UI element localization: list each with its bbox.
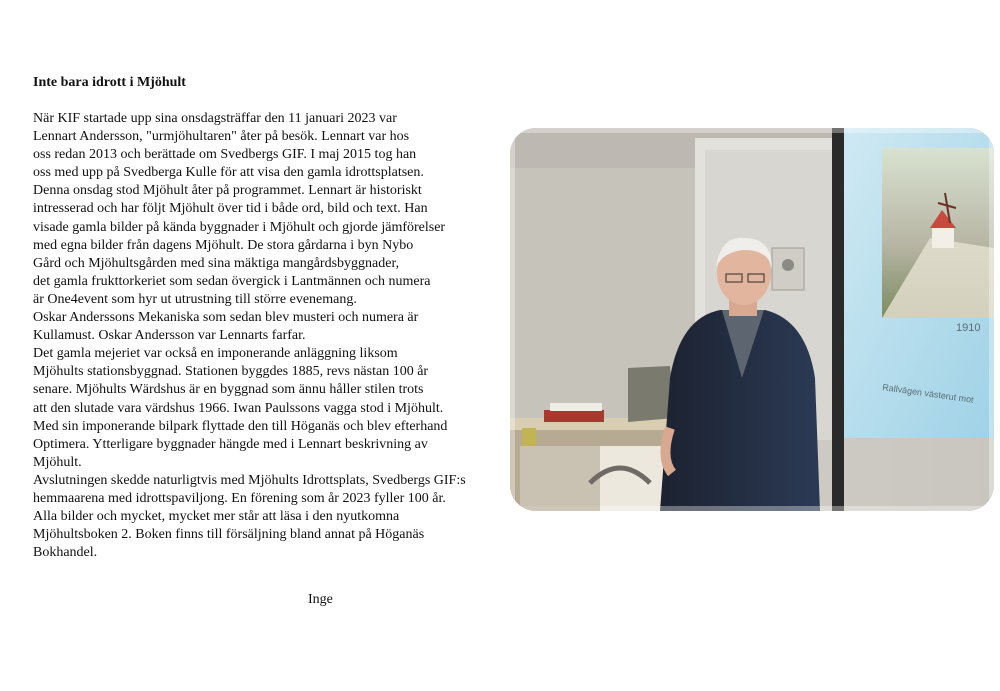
body-line: När KIF startade upp sina onsdagsträffar den 11 januari 2023 var	[33, 111, 397, 126]
body-line: Optimera. Ytterligare byggnader hängde med i Lennart beskrivning av	[33, 436, 428, 452]
slide-year: 1910	[956, 322, 981, 334]
body-line: Avslutningen skedde naturligtvis med Mjöhults Idrottsplats, Svedbergs GIF:s	[33, 472, 466, 488]
body-line: oss med upp på Svedberga Kulle för att visa den gamla idrottsplatsen.	[33, 165, 424, 181]
body-line: Oskar Anderssons Mekaniska som sedan blev musteri och numera är	[33, 310, 419, 326]
article-title: Inte bara idrott i Mjöhult	[33, 75, 186, 90]
body-line: Bokhandel.	[33, 545, 98, 561]
chair	[520, 446, 670, 511]
article-body	[33, 110, 513, 562]
body-line: oss redan 2013 och berättade om Svedbergs GIF. I maj 2015 tog han	[33, 147, 417, 163]
body-line: är One4event som hyr ut utrustning till större evenemang.	[33, 291, 357, 307]
body-line: det gamla frukttorkeriet som sedan övergick i Lantmännen och numera	[33, 273, 431, 289]
projection-screen	[844, 128, 994, 438]
body-line: senare. Mjöhults Wärdshus är en byggnad som ännu håller stilen trots	[33, 382, 424, 398]
body-line: visade gamla bilder på kända byggnader i Mjöhult och gjorde jämförelser	[33, 219, 446, 235]
body-line: Mjöhultsboken 2. Boken finns till försäljning bland annat på Höganäs	[33, 527, 425, 543]
body-line: hemmaarena med idrottspaviljong. En förening som år 2023 fyller 100 år.	[33, 490, 446, 506]
body-line: Lennart Andersson, "urmjöhultaren" åter på besök. Lennart var hos	[33, 129, 410, 145]
body-line: Denna onsdag stod Mjöhult åter på programmet. Lennart är historiskt	[33, 183, 422, 199]
body-line: Kullamust. Oskar Andersson var Lennarts farfar.	[33, 328, 306, 344]
slide-caption: Rallvägen västerut mot	[881, 382, 975, 405]
body-line: Gård och Mjöhultsgården med sina mäktiga mangårdsbyggnader,	[33, 255, 400, 271]
body-line: intresserad och har följt Mjöhult över tid i både ord, bild och text. Han	[33, 201, 428, 217]
body-line: Med sin imponerande bilpark flyttade den till Höganäs och blev efterhand	[33, 418, 448, 434]
body-line: att den slutade vara värdshus 1966. Iwan Paulssons vagga stod i Mjöhult.	[33, 400, 444, 416]
body-line: Mjöhults stationsbyggnad. Stationen byggdes 1885, revs nästan 100 år	[33, 364, 429, 380]
body-line: Det gamla mejeriet var också en imponerande anläggning liksom	[33, 346, 398, 362]
body-line: med egna bilder från dagens Mjöhult. De stora gårdarna i byn Nybo	[33, 237, 414, 253]
signature: Inge	[308, 592, 333, 607]
presenter-photo	[510, 128, 994, 511]
body-line: Mjöhult.	[33, 454, 82, 470]
body-line: Alla bilder och mycket, mycket mer står att läsa i den nyutkomna	[33, 509, 400, 525]
